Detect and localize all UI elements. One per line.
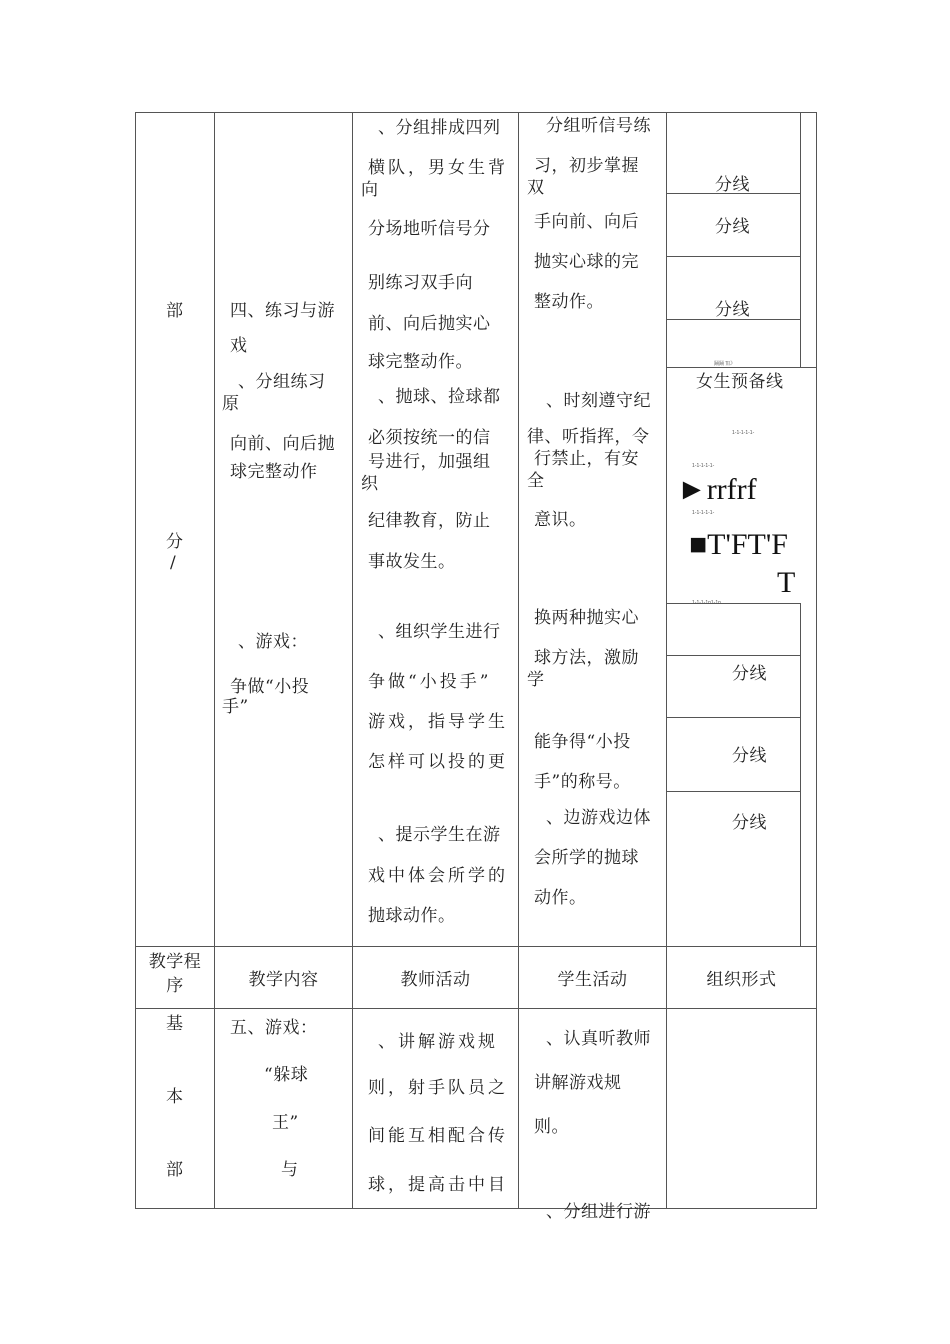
student-line: 双	[527, 178, 545, 198]
content-line: 、分组练习	[238, 372, 326, 392]
section-label-ji: 基	[166, 1014, 184, 1034]
student-line: 手向前、向后	[534, 212, 639, 232]
teacher-line: 必须按统一的信	[368, 428, 491, 448]
teacher-line: 别练习双手向	[368, 273, 473, 293]
teacher-line: 争做“小投手”	[368, 672, 492, 692]
section-label-fen: 分	[166, 532, 184, 552]
student-line: 动作。	[534, 888, 587, 908]
teacher-line: 、组织学生进行	[378, 622, 501, 642]
header-top-border	[135, 946, 817, 947]
teacher-line: 则，射手队员之	[368, 1078, 508, 1098]
col-divider-4	[666, 112, 667, 1209]
col-divider-2	[352, 112, 353, 1209]
formation-row-glyphs: T	[777, 566, 796, 599]
header-teacher-activity: 教师活动	[400, 970, 471, 990]
content-line: 王”	[272, 1113, 299, 1133]
diagram-line-8	[666, 791, 801, 792]
content-line: 、游戏：	[238, 632, 308, 652]
student-line: 球方法，激励	[534, 648, 639, 668]
content-line: 原	[222, 394, 240, 414]
formation-row-glyphs: ►rrfrf	[677, 473, 757, 506]
table-top-border	[135, 112, 817, 113]
divider-line-label: 分线	[715, 175, 750, 195]
teacher-line: 、提示学生在游	[378, 825, 501, 845]
formation-tiny-text: 1-1-1-1-1-	[692, 463, 715, 469]
header-procedure-2: 序	[166, 976, 184, 996]
student-line: 律、听指挥，令	[527, 427, 650, 447]
teacher-line: 怎样可以投的更	[368, 752, 508, 772]
student-line: 换两种抛实心	[534, 608, 639, 628]
teacher-line: 游戏，指导学生	[368, 712, 508, 732]
content-line: 向前、向后抛	[230, 434, 335, 454]
student-line: 则。	[534, 1117, 569, 1137]
section-label-ben: 本	[166, 1087, 184, 1107]
diagram-line-4	[666, 367, 816, 368]
formation-tiny-text: 1-1-1-1-1-	[732, 430, 755, 436]
teacher-line: 间能互相配合传	[368, 1126, 508, 1146]
teacher-line: 前、向后抛实心	[368, 314, 491, 334]
col-divider-1	[214, 112, 215, 1209]
teacher-line: 、抛球、捡球都	[378, 387, 501, 407]
teacher-line: 球完整动作。	[368, 352, 473, 372]
formation-tiny-text: 1-1-1-1n1-1n	[692, 600, 721, 606]
student-line: 讲解游戏规	[534, 1073, 622, 1093]
table-left-border	[135, 112, 136, 1209]
divider-line-label: 分线	[715, 300, 750, 320]
teacher-line: 、讲解游戏规	[378, 1032, 498, 1052]
header-bottom-border	[135, 1008, 817, 1009]
header-content: 教学内容	[248, 970, 319, 990]
diagram-line-5	[666, 603, 801, 604]
diagram-line-2	[666, 256, 801, 257]
diagram-vertical-upper	[800, 112, 801, 367]
section-label-slash: /	[170, 553, 177, 573]
student-line: 会所学的抛球	[534, 848, 639, 868]
divider-line-label: 分线	[715, 217, 750, 237]
teacher-line: 事故发生。	[368, 552, 456, 572]
girls-ready-line-label: 女生预备线	[696, 372, 784, 392]
formation-tiny-text: 1-1-1-1-1-	[692, 510, 715, 516]
teacher-line: 球，提高击中目	[368, 1175, 508, 1195]
student-line: 抛实心球的完	[534, 252, 639, 272]
clipped-teacher-line	[360, 352, 518, 372]
teacher-line: 戏中体会所学的	[368, 866, 508, 886]
content-line: 手”	[222, 697, 249, 717]
divider-line-label: 分线	[732, 813, 767, 833]
teacher-line: 横队，男女生背	[368, 158, 508, 178]
content-line: 争做“小投	[230, 677, 310, 697]
content-line: “躲球	[264, 1065, 309, 1085]
header-organization: 组织形式	[706, 970, 777, 990]
student-line: 手”的称号。	[534, 772, 631, 792]
student-line: 整动作。	[534, 292, 604, 312]
content-line: 与	[281, 1160, 299, 1180]
content-line: 五、游戏：	[230, 1018, 318, 1038]
student-line: 、边游戏边体	[546, 808, 651, 828]
diagram-line-6	[666, 655, 801, 656]
student-line: 全	[527, 471, 545, 491]
table-right-border	[816, 112, 817, 1209]
teacher-line: 号进行，加强组	[368, 452, 491, 472]
content-line: 戏	[230, 336, 248, 356]
student-line: 学	[527, 670, 545, 690]
student-line: 意识。	[534, 510, 587, 530]
table-bottom-border	[135, 1208, 817, 1209]
student-line: 、时刻遵守纪	[546, 391, 651, 411]
student-line: 、认真听教师	[546, 1029, 651, 1049]
student-line: 能争得“小投	[534, 732, 631, 752]
content-line: 球完整动作	[230, 462, 318, 482]
small-mark: 踊踊 ℡》	[714, 361, 736, 367]
teacher-line: 纪律教育，防止	[368, 511, 491, 531]
section-label-bu-2: 部	[166, 1160, 184, 1180]
teacher-line: 分场地听信号分	[368, 219, 491, 239]
header-procedure: 教学程	[148, 952, 202, 972]
header-student-activity: 学生活动	[557, 970, 628, 990]
divider-line-label: 分线	[732, 664, 767, 684]
teacher-line: 织	[361, 474, 379, 494]
divider-line-label: 分线	[732, 746, 767, 766]
teacher-line: 、分组排成四列	[378, 118, 501, 138]
diagram-line-7	[666, 717, 801, 718]
section-label-bu: 部	[166, 301, 184, 321]
student-line: 行禁止，有安	[534, 449, 639, 469]
content-line: 四、练习与游	[230, 301, 335, 321]
col-divider-3	[518, 112, 519, 1209]
student-line: 习，初步掌握	[534, 156, 639, 176]
student-line: 、分组进行游	[546, 1202, 651, 1222]
clipped-content-line	[222, 434, 352, 454]
student-line: 分组听信号练	[546, 116, 651, 136]
formation-row-glyphs: ■T'FT'F	[689, 528, 788, 561]
clipped-student-line	[520, 1202, 666, 1222]
teacher-line: 向	[361, 180, 379, 200]
teacher-line: 抛球动作。	[368, 906, 456, 926]
